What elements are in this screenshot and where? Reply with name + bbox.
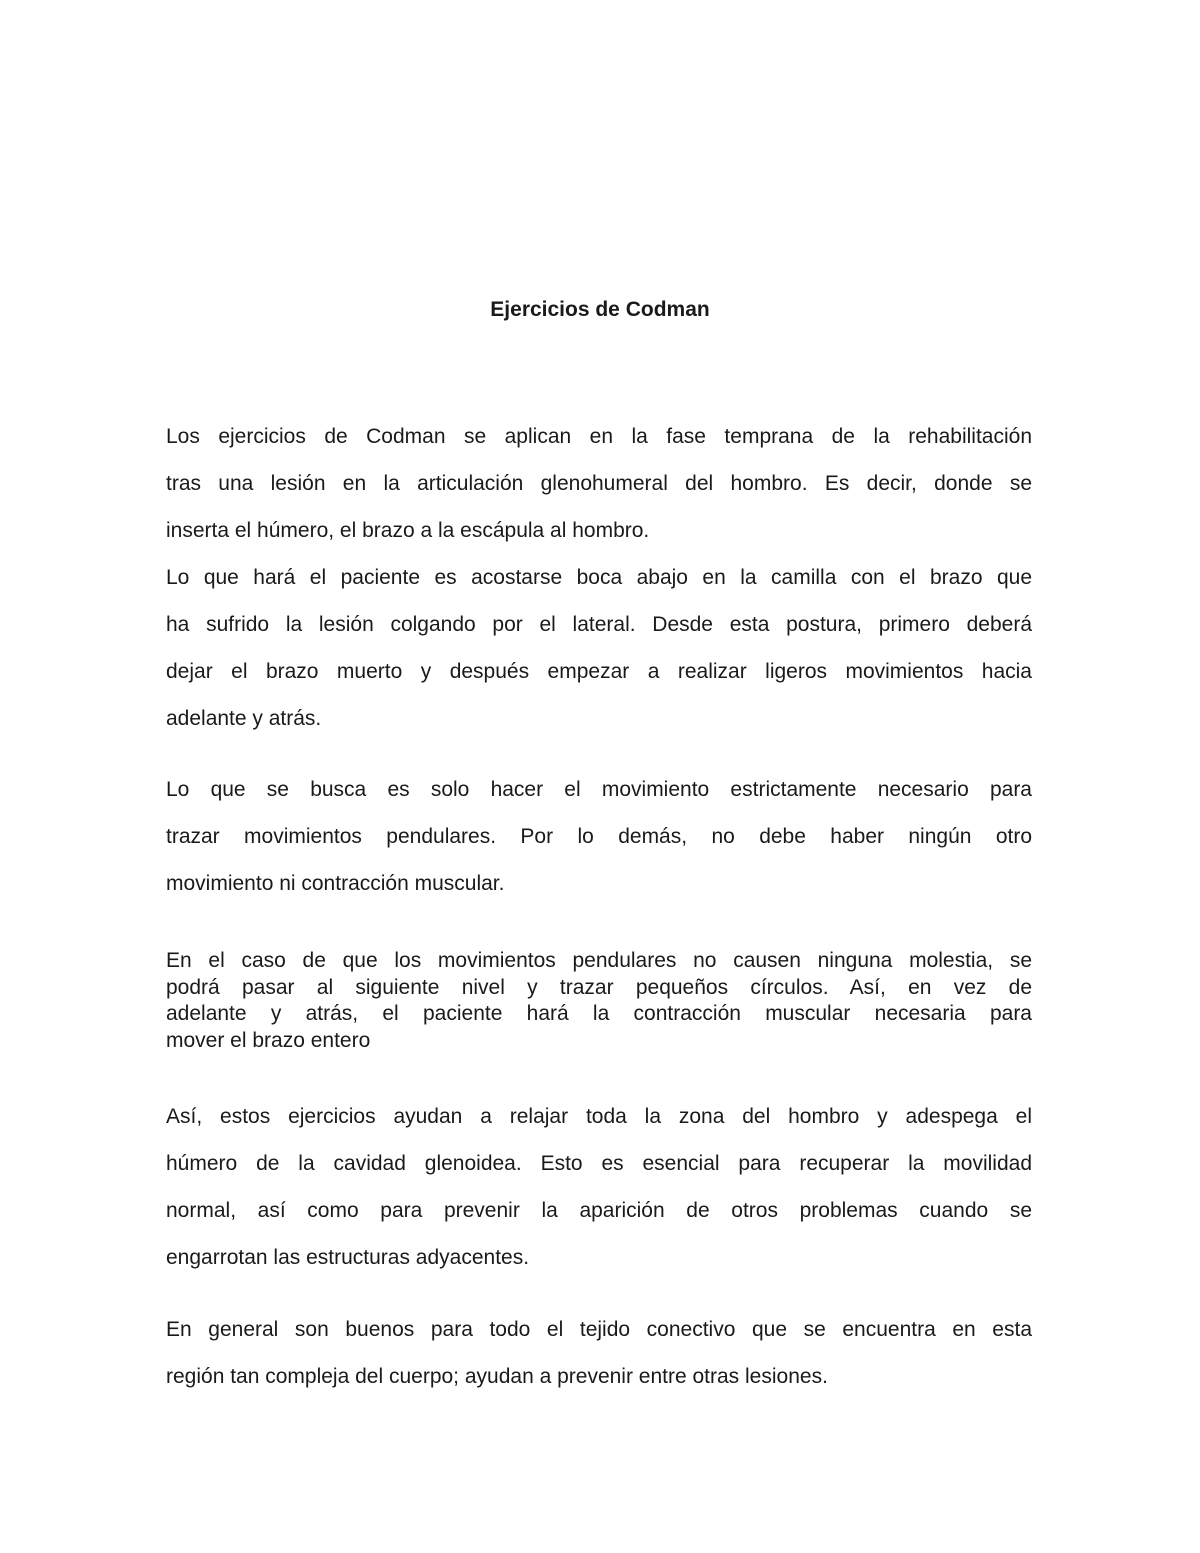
- paragraph-line: Lo que hará el paciente es acostarse boca abajo en la camilla con el brazo que: [166, 566, 1032, 589]
- paragraph-line: Los ejercicios de Codman se aplican en la fase temprana de la rehabilitación: [166, 425, 1032, 448]
- paragraph-6: [166, 1306, 1032, 1400]
- paragraph-2: [166, 554, 1032, 742]
- document-title: Ejercicios de Codman: [490, 298, 710, 321]
- paragraph-line: dejar el brazo muerto y después empezar a realizar ligeros movimientos hacia: [166, 660, 1032, 683]
- paragraph-line: adelante y atrás, el paciente hará la contracción muscular necesaria para: [166, 1002, 1032, 1025]
- paragraph-line: región tan compleja del cuerpo; ayudan a prevenir entre otras lesiones.: [166, 1365, 828, 1388]
- paragraph-line: Lo que se busca es solo hacer el movimiento estrictamente necesario para: [166, 778, 1032, 801]
- paragraph-line: tras una lesión en la articulación glenohumeral del hombro. Es decir, donde se: [166, 472, 1032, 495]
- paragraph-line: inserta el húmero, el brazo a la escápula al hombro.: [166, 519, 650, 542]
- paragraph-1: [166, 413, 1032, 554]
- paragraph-5: [166, 1093, 1032, 1281]
- paragraph-line: adelante y atrás.: [166, 707, 322, 730]
- paragraph-line: Así, estos ejercicios ayudan a relajar toda la zona del hombro y adespega el: [166, 1105, 1032, 1128]
- paragraph-line: podrá pasar al siguiente nivel y trazar pequeños círculos. Así, en vez de: [166, 975, 1032, 999]
- paragraph-line: normal, así como para prevenir la aparición de otros problemas cuando se: [166, 1199, 1032, 1222]
- paragraph-line: mover el brazo entero: [166, 1028, 371, 1052]
- paragraph-line: movimiento ni contracción muscular.: [166, 872, 505, 895]
- paragraph-line: En el caso de que los movimientos pendulares no causen ninguna molestia, se: [166, 949, 1032, 972]
- paragraph-line: ha sufrido la lesión colgando por el lateral. Desde esta postura, primero deberá: [166, 613, 1032, 636]
- paragraph-4: [166, 948, 1032, 1054]
- paragraph-line: trazar movimientos pendulares. Por lo demás, no debe haber ningún otro: [166, 825, 1032, 848]
- paragraph-line: engarrotan las estructuras adyacentes.: [166, 1246, 530, 1269]
- paragraph-line: húmero de la cavidad glenoidea. Esto es esencial para recuperar la movilidad: [166, 1152, 1032, 1175]
- paragraph-line: En general son buenos para todo el tejido conectivo que se encuentra en esta: [166, 1318, 1032, 1341]
- paragraph-3: [166, 766, 1032, 907]
